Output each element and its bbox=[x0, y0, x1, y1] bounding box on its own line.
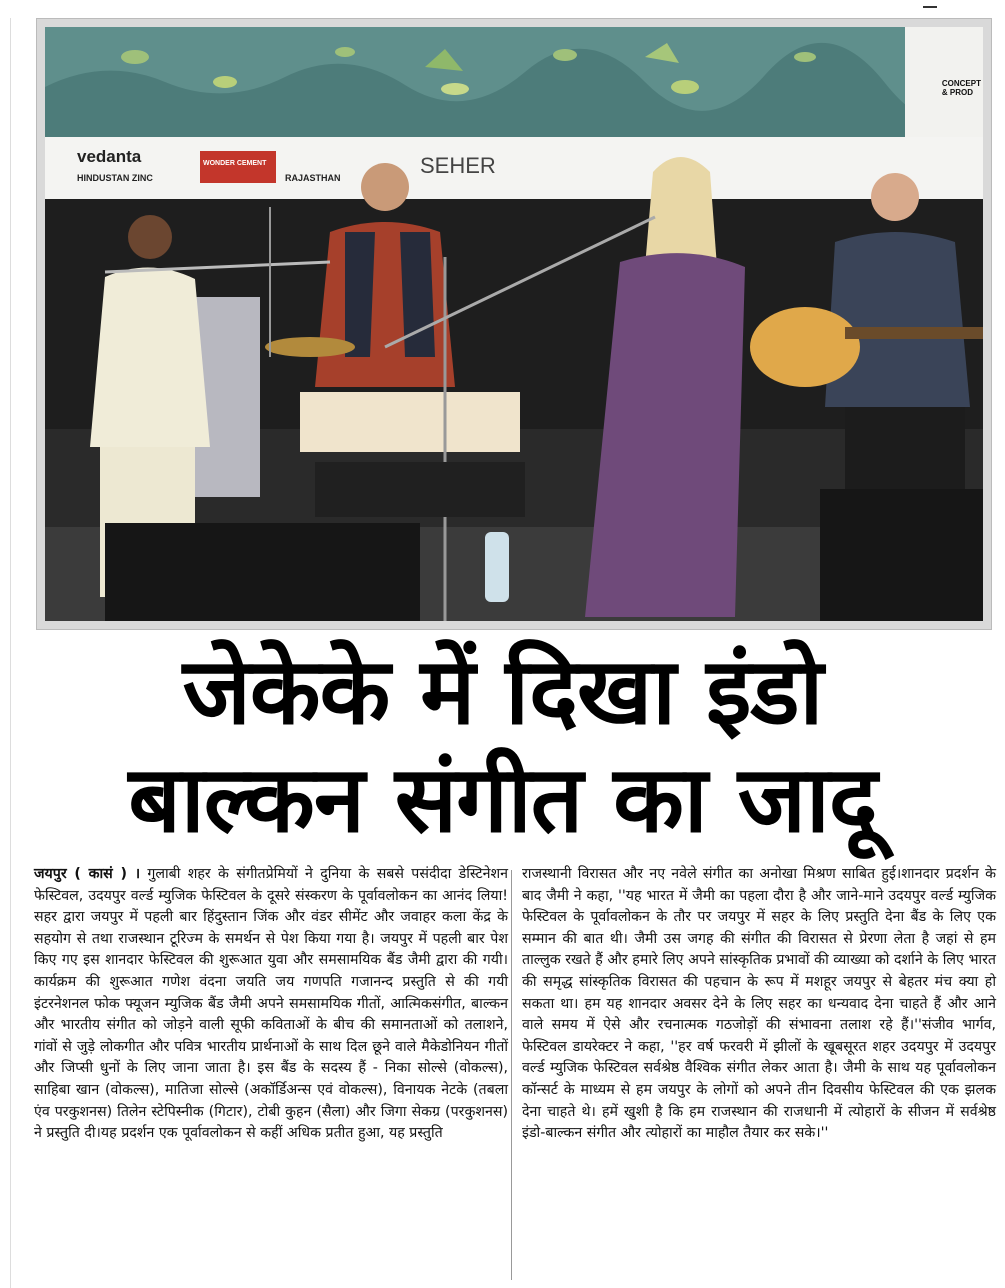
sponsor-seher: SEHER bbox=[420, 153, 496, 178]
stage-illustration bbox=[45, 27, 983, 621]
sponsor-vedanta: vedanta bbox=[77, 147, 142, 166]
concert-photo bbox=[36, 18, 992, 630]
headline-line-2: बाल्कन संगीत का जादू bbox=[128, 746, 877, 853]
article-column-right bbox=[522, 864, 996, 1145]
concept-line-1: CONCEPT bbox=[941, 79, 981, 88]
headline-line-1: जेकेके में दिखा इंडो bbox=[182, 638, 823, 745]
dateline: जयपुर ( कासं ) । bbox=[34, 866, 141, 882]
corner-mark bbox=[923, 0, 937, 8]
article-column-left bbox=[34, 864, 508, 1145]
article-body-right: राजस्थानी विरासत और नए नवेले संगीत का अनोखा मिश्रण साबित हुई।शानदार प्रदर्शन के बाद जैमी ने कहा, ''यह भारत में जैमी का पहला दौरा है और जाने-माने उदयपुर वर्ल्ड म्युजिक फेस्टिवल के पूर्वावलोकन के तौर पर जयपुर में सहर के लिए प्रस्तुति देना बैंड के लिए एक सम्मान की बात थी। जैमी उस जगह की संगीत की विरासत से प्रेरणा लेता है जहां से हम ताल्लुक रखते हैं और हमारे लिए अपने सांस्कृतिक प्रभावों की व्याख्या को दर्शाने के लिए भारत की समृद्ध सांस्कृतिक विरासत की पहचान के रूप में मशहूर जयपुर से बेहतर मंच क्या हो सकता था। हम यह शानदार अवसर देने के लिए सहर का धन्यवाद देना चाहते हैं और आने वाले समय में ऐसे और रचनात्मक गठजोड़ों की संभावना तलाश रहे हैं।''संजीव भार्गव, फेस्टिवल डायरेक्टर ने कहा, ''हर वर्ष फरवरी में झीलों के खूबसूरत शहर उदयपुर में उदयपुर वर्ल्ड म्युजिक फेस्टिवल सर्वश्रेष्ठ वैश्विक संगीत लेकर आता है। जैमी के साथ यह पूर्वावलोकन कॉन्सर्ट के माध्यम से हम जयपुर के लोगों को अपने तीन दिवसीय फेस्टिवल की एक झलक देना चाहते थे। हमें खुशी है कि हम राजस्थान की राजधानी में त्योहारों के सीजन में सर्वश्रेष्ठ इंडो-बाल्कन संगीत और त्योहारों का माहौल तैयार कर सके।'' bbox=[522, 866, 996, 1142]
sponsor-wonder-cement: WONDER CEMENT bbox=[203, 160, 267, 167]
column-divider bbox=[511, 870, 512, 1280]
concept-line-2: & PROD bbox=[941, 88, 973, 97]
photo-frame bbox=[45, 27, 983, 621]
sponsor-rajasthan: RAJASTHAN bbox=[285, 173, 341, 183]
article-body-left: गुलाबी शहर के संगीतप्रेमियों ने दुनिया के सबसे पसंदीदा डेस्टिनेशन फेस्टिवल, उदयपुर वर्ल्ड म्युजिक फेस्टिवल के दूसरे संस्करण के पूर्वावलोकन का आनंद लिया! सहर द्वारा जयपुर में पहली बार हिंदुस्तान जिंक और वंडर सीमेंट और जवाहर कला केंद्र के सहयोग से तथा राजस्थान टूरिज्म के समर्थन से पेश किया गया है। जयपुर में पहली बार पेश किए गए इस शानदार फेस्टिवल की शुरूआत युवा और समसामयिक बैंड जैमी द्वारा की गयी। कार्यक्रम की शुरूआत गणेश वंदना जयति जय गणपति गजानन्द प्रस्तुति से की गयी इंटरनेशनल फोक फ्यूजन म्युजिक बैंड जैमी अपने समसामयिक गीतों, आत्मिकसंगीत, बाल्कन और भारतीय संगीत को जोड़ने वाली सूफी कविताओं के बीच की समानताओं को तलाशने, गांवों से जुड़े लोकगीत और पवित्र भारतीय प्रार्थनाओं के साथ दिल छूने वाले मैकेडोनियन गीतों और जिप्सी धुनों के लिए जाना जाता है। इस बैंड के सदस्य हैं - निका सोल्से (वोकल्स), साहिबा खान (वोकल्स), मातिजा सोल्से (अकॉर्डिअन्स एवं वोकल्स), विनायक नेटके (तबला एंव परकुशनस) तिलेन स्टेपिस्नीक (गिटार), टोबी कुहन (सैला) और जिगा सेकग्र (परकुशनस) ने प्रस्तुति दी।यह प्रदर्शन एक पूर्वावलोकन से कहीं अधिक प्रतीत हुआ, यह प्रस्तुति bbox=[34, 866, 508, 1142]
sponsor-hindustan-zinc: HINDUSTAN ZINC bbox=[77, 173, 153, 183]
concept-credit bbox=[942, 79, 981, 97]
